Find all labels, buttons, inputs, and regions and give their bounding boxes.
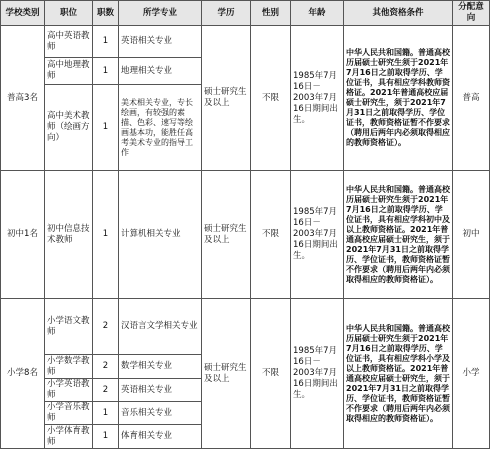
- education-cell: 硕士研究生及以上: [202, 26, 251, 171]
- school-category-cell: 初中1名: [1, 171, 45, 299]
- header-school-category: 学校类别: [1, 1, 45, 26]
- position-cell: 小学数学教师: [45, 355, 93, 379]
- age-cell: 1985年7月16日－2003年7月16日期间出生。: [291, 26, 344, 171]
- count-cell: 2: [93, 299, 119, 355]
- count-cell: 1: [93, 402, 119, 425]
- count-cell: 2: [93, 355, 119, 379]
- header-age: 年龄: [291, 1, 344, 26]
- education-cell: 硕士研究生及以上: [202, 299, 251, 449]
- age-cell: 1985年7月16日－2003年7月16日期间出生。: [291, 299, 344, 449]
- position-cell: 小学音乐教师: [45, 402, 93, 425]
- position-cell: 初中信息技术教师: [45, 171, 93, 299]
- header-other-conditions: 其他资格条件: [344, 1, 453, 26]
- position-cell: 高中英语教师: [45, 26, 93, 58]
- major-cell: 计算机相关专业: [119, 171, 202, 299]
- major-cell: 美术相关专业，专长绘画，有较强的素描、色彩、速写等绘画基本功，能胜任高考美术专业的指导工作: [119, 85, 202, 171]
- conditions-cell: 中华人民共和国籍。普通高校历届硕士研究生须于2021年7月16日之前取得学历、学位证书，具有相应学科初中及以上教师资格证。2021年普通高校应届硕士研究生，须于2021年7月31日之前取得学历、学位证书，教师资格证暂不作要求（聘用后两年内必须取得相应的教师资格证）。: [344, 171, 453, 299]
- conditions-cell: 中华人民共和国籍。普通高校历届硕士研究生须于2021年7月16日之前取得学历、学位证书，具有相应学科小学及以上教师资格证。2021年普通高校应届硕士研究生，须于2021年7月31日之前取得学历、学位证书，教师资格证暂不作要求（聘用后两年内必须取得相应的教师资格证）。: [344, 299, 453, 449]
- major-cell: 数学相关专业: [119, 355, 202, 379]
- count-cell: 1: [93, 171, 119, 299]
- school-category-cell: 小学8名: [1, 299, 45, 449]
- age-cell: 1985年7月16日－2003年7月16日期间出生。: [291, 171, 344, 299]
- count-cell: 1: [93, 85, 119, 171]
- header-gender: 性别: [251, 1, 291, 26]
- gender-cell: 不限: [251, 299, 291, 449]
- position-cell: 高中美术教师（绘画方向）: [45, 85, 93, 171]
- table-row: [1, 171, 490, 299]
- major-cell: 英语相关专业: [119, 26, 202, 58]
- header-education: 学历: [202, 1, 251, 26]
- header-position: 职位: [45, 1, 93, 26]
- header-count: 职数: [93, 1, 119, 26]
- school-category-cell: 普高3名: [1, 26, 45, 171]
- position-cell: 小学语文教师: [45, 299, 93, 355]
- count-cell: 1: [93, 26, 119, 58]
- position-cell: 小学英语教师: [45, 379, 93, 402]
- position-cell: 高中地理教师: [45, 58, 93, 85]
- conditions-cell: 中华人民共和国籍。普通高校历届硕士研究生须于2021年7月16日之前取得学历、学位证书，具有相应学科教师资格证。2021年普通高校应届硕士研究生，须于2021年7月31日之前取得学历、学位证书，教师资格证暂不作要求（聘用后两年内必须取得相应的教师资格证）。: [344, 26, 453, 171]
- position-cell: 小学体育教师: [45, 425, 93, 449]
- allocation-cell: 小学: [453, 299, 490, 449]
- allocation-cell: 初中: [453, 171, 490, 299]
- count-cell: 1: [93, 425, 119, 449]
- count-cell: 1: [93, 58, 119, 85]
- header-allocation: 分配意向: [453, 1, 490, 26]
- count-cell: 2: [93, 379, 119, 402]
- major-cell: 英语相关专业: [119, 379, 202, 402]
- major-cell: 汉语言文学相关专业: [119, 299, 202, 355]
- gender-cell: 不限: [251, 171, 291, 299]
- table-row: [1, 26, 490, 58]
- header-row: [1, 1, 490, 26]
- major-cell: 地理相关专业: [119, 58, 202, 85]
- header-major: 所学专业: [119, 1, 202, 26]
- table-row: [1, 299, 490, 355]
- allocation-cell: 普高: [453, 26, 490, 171]
- education-cell: 硕士研究生及以上: [202, 171, 251, 299]
- major-cell: 音乐相关专业: [119, 402, 202, 425]
- gender-cell: 不限: [251, 26, 291, 171]
- major-cell: 体育相关专业: [119, 425, 202, 449]
